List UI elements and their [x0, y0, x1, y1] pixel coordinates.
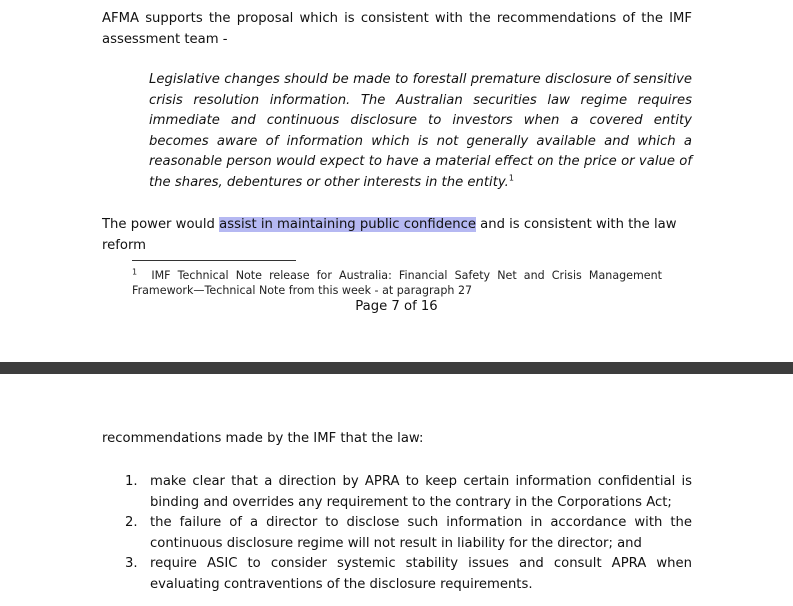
- selected-text-highlight[interactable]: assist in maintaining public confidence: [219, 217, 476, 232]
- intro-paragraph: AFMA supports the proposal which is consistent with the recommendations of the IMF assessment team -: [102, 11, 692, 47]
- recommendations-intro: recommendations made by the IMF that the law:: [102, 431, 424, 446]
- recommendations-list: [120, 472, 692, 596]
- quote-text: Legislative changes should be made to forestall premature disclosure of sensitive crisis resolution information. The Australian securities law regime requires immediate and continuous disclosure to investors when a covered entity becomes aware of information which is not generally available and which a reasonable person would expect to have a material effect on the price or value of the shares, debentures or other interests in the entity.: [149, 72, 692, 190]
- list-item-number: 3.: [125, 556, 138, 572]
- footnote-text: IMF Technical Note release for Australia: Financial Safety Net and Crisis Management Framework—Technical Note from this week - at paragraph 27: [132, 269, 663, 297]
- list-item-number: 1.: [125, 474, 138, 489]
- page-number: Page 7 of 16: [355, 299, 438, 314]
- imf-quote: [149, 70, 692, 194]
- list-item-text: make clear that a direction by APRA to keep certain information confidential is binding and overrides any requirement to the contrary in the Corporations Act;: [150, 474, 692, 510]
- list-item: [120, 472, 692, 513]
- power-text-end: and is consistent with the law reform: [102, 217, 677, 253]
- power-paragraph: [102, 214, 692, 256]
- footnote: [132, 268, 662, 298]
- list-item: [120, 513, 692, 554]
- page-separator: [0, 362, 793, 374]
- footnote-divider: [132, 260, 296, 261]
- list-item-number: 2.: [125, 515, 138, 531]
- power-text-start: The power would: [102, 217, 220, 232]
- list-item: [120, 554, 692, 595]
- footnote-number: 1: [132, 267, 138, 277]
- list-item-text: require ASIC to consider systemic stability issues and consult APRA when evaluating contraventions of the disclosure requirements.: [150, 556, 692, 592]
- footnote-reference[interactable]: 1: [508, 173, 514, 183]
- list-item-text: the failure of a director to disclose such information in accordance with the continuous disclosure regime will not result in liability for the director; and: [150, 515, 692, 551]
